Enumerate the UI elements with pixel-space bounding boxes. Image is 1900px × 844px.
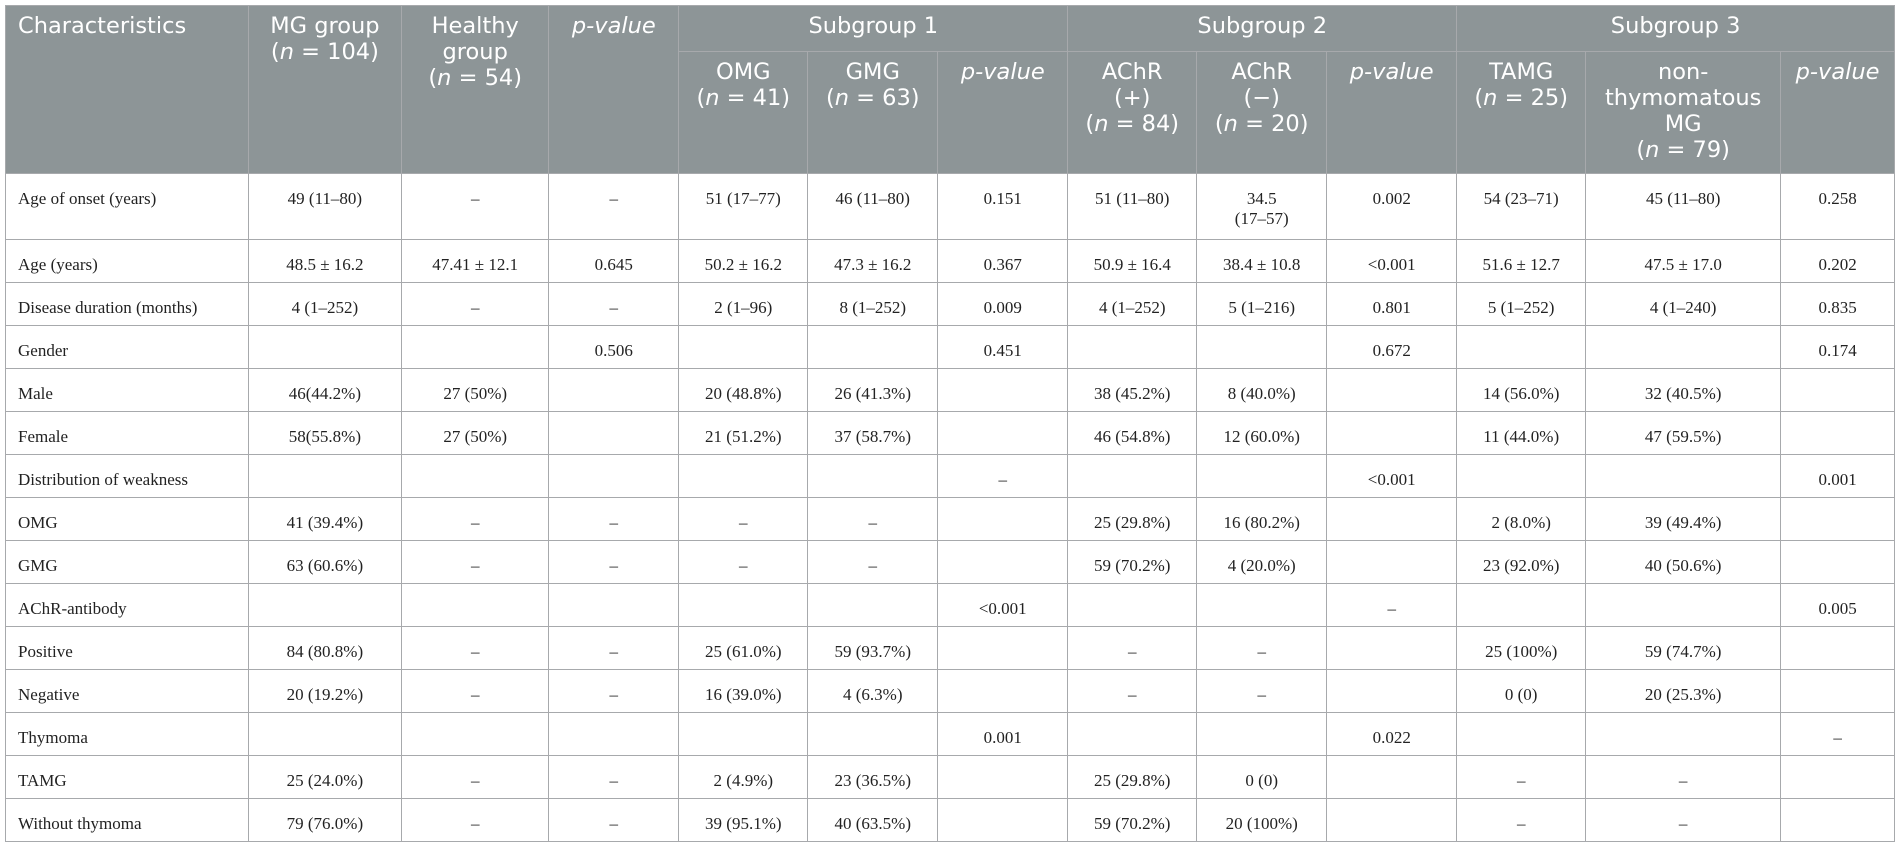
table-cell: 32 (40.5%) xyxy=(1586,369,1781,412)
table-cell xyxy=(1781,498,1895,541)
table-cell: – xyxy=(1068,670,1197,713)
table-cell xyxy=(1197,455,1327,498)
table-cell: 2 (1–96) xyxy=(679,283,808,326)
table-cell xyxy=(1586,584,1781,627)
table-cell: 0 (0) xyxy=(1457,670,1586,713)
table-cell: – xyxy=(549,670,679,713)
table-cell xyxy=(1781,541,1895,584)
table-cell xyxy=(1327,799,1457,842)
table-cell xyxy=(808,713,938,756)
row-label: Female xyxy=(6,412,249,455)
table-cell: 59 (74.7%) xyxy=(1586,627,1781,670)
table-cell: 84 (80.8%) xyxy=(248,627,401,670)
table-cell: 8 (1–252) xyxy=(808,283,938,326)
table-cell xyxy=(1068,455,1197,498)
table-cell: 0.009 xyxy=(938,283,1068,326)
table-cell: 4 (6.3%) xyxy=(808,670,938,713)
header-healthy-group: Healthy group (n = 54) xyxy=(402,6,549,174)
table-row xyxy=(6,541,1895,584)
table-cell xyxy=(549,455,679,498)
table-cell: 0.174 xyxy=(1781,326,1895,369)
table-row xyxy=(6,240,1895,283)
table-cell: 0.202 xyxy=(1781,240,1895,283)
row-label: Gender xyxy=(6,326,249,369)
table-cell xyxy=(1781,799,1895,842)
table-cell: 47 (59.5%) xyxy=(1586,412,1781,455)
table-cell: – xyxy=(1457,756,1586,799)
table-cell: – xyxy=(1781,713,1895,756)
table-cell: 59 (93.7%) xyxy=(808,627,938,670)
table-cell xyxy=(248,455,401,498)
table-cell: 8 (40.0%) xyxy=(1197,369,1327,412)
table-cell xyxy=(549,584,679,627)
table-cell: 20 (25.3%) xyxy=(1586,670,1781,713)
table-cell: 5 (1–252) xyxy=(1457,283,1586,326)
table-cell xyxy=(1068,713,1197,756)
table-cell: – xyxy=(1457,799,1586,842)
table-cell xyxy=(248,584,401,627)
table-cell: 21 (51.2%) xyxy=(679,412,808,455)
table-cell: 46 (11–80) xyxy=(808,174,938,240)
table-cell: 16 (80.2%) xyxy=(1197,498,1327,541)
table-cell: 46 (54.8%) xyxy=(1068,412,1197,455)
table-cell xyxy=(549,412,679,455)
table-cell xyxy=(248,326,401,369)
table-cell xyxy=(1197,713,1327,756)
table-cell: 14 (56.0%) xyxy=(1457,369,1586,412)
table-cell: 4 (1–252) xyxy=(248,283,401,326)
table-cell: – xyxy=(679,541,808,584)
table-cell: – xyxy=(402,174,549,240)
table-cell: – xyxy=(679,498,808,541)
table-row xyxy=(6,799,1895,842)
table-cell: – xyxy=(549,756,679,799)
table-cell: – xyxy=(402,756,549,799)
table-cell: 59 (70.2%) xyxy=(1068,541,1197,584)
table-row xyxy=(6,627,1895,670)
table-cell xyxy=(402,584,549,627)
table-cell: 4 (1–252) xyxy=(1068,283,1197,326)
table-cell: 0.506 xyxy=(549,326,679,369)
header-achr-negative: AChR (−) (n = 20) xyxy=(1197,52,1327,174)
row-label: Distribution of weakness xyxy=(6,455,249,498)
table-row xyxy=(6,498,1895,541)
table-row xyxy=(6,326,1895,369)
table-row xyxy=(6,174,1895,240)
table-cell: 4 (1–240) xyxy=(1586,283,1781,326)
table-cell: 25 (100%) xyxy=(1457,627,1586,670)
table-cell xyxy=(248,713,401,756)
table-cell: 4 (20.0%) xyxy=(1197,541,1327,584)
row-label: Positive xyxy=(6,627,249,670)
table-cell: 12 (60.0%) xyxy=(1197,412,1327,455)
table-row xyxy=(6,670,1895,713)
table-cell xyxy=(1327,412,1457,455)
table-header xyxy=(6,6,1895,174)
table-cell xyxy=(679,713,808,756)
header-achr-positive: AChR (+) (n = 84) xyxy=(1068,52,1197,174)
table-cell xyxy=(402,713,549,756)
table-cell: – xyxy=(808,541,938,584)
table-cell: 23 (36.5%) xyxy=(808,756,938,799)
table-row xyxy=(6,412,1895,455)
header-mg-group: MG group (n = 104) xyxy=(248,6,401,174)
row-label: GMG xyxy=(6,541,249,584)
table-cell xyxy=(808,584,938,627)
table-cell: 51 (17–77) xyxy=(679,174,808,240)
table-cell: 34.5 (17–57) xyxy=(1197,174,1327,240)
header-subgroup2-p-value: p-value xyxy=(1327,52,1457,174)
table-cell xyxy=(402,326,549,369)
header-subgroup3-p-value: p-value xyxy=(1781,52,1895,174)
table-cell xyxy=(938,756,1068,799)
table-cell: 27 (50%) xyxy=(402,369,549,412)
table-cell: – xyxy=(1586,756,1781,799)
table-cell: 50.9 ± 16.4 xyxy=(1068,240,1197,283)
table-cell: 25 (29.8%) xyxy=(1068,756,1197,799)
table-cell xyxy=(402,455,549,498)
table-cell xyxy=(1327,756,1457,799)
table-cell xyxy=(938,670,1068,713)
table-cell: 0.001 xyxy=(1781,455,1895,498)
header-characteristics: Characteristics xyxy=(6,6,249,174)
table-cell: 47.41 ± 12.1 xyxy=(402,240,549,283)
table-cell: 49 (11–80) xyxy=(248,174,401,240)
table-cell xyxy=(549,713,679,756)
table-row xyxy=(6,756,1895,799)
table-cell: 47.5 ± 17.0 xyxy=(1586,240,1781,283)
table-cell: 46(44.2%) xyxy=(248,369,401,412)
row-label: Negative xyxy=(6,670,249,713)
table-cell xyxy=(1457,584,1586,627)
table-cell: 38.4 ± 10.8 xyxy=(1197,240,1327,283)
table-cell xyxy=(549,369,679,412)
table-cell: 50.2 ± 16.2 xyxy=(679,240,808,283)
table-cell xyxy=(1457,326,1586,369)
table-cell: – xyxy=(402,283,549,326)
table-cell: 26 (41.3%) xyxy=(808,369,938,412)
table-cell: 0.002 xyxy=(1327,174,1457,240)
row-label: Without thymoma xyxy=(6,799,249,842)
table-cell: – xyxy=(1197,670,1327,713)
table-cell: 39 (95.1%) xyxy=(679,799,808,842)
table-cell: – xyxy=(549,498,679,541)
table-row xyxy=(6,283,1895,326)
table-cell xyxy=(1781,756,1895,799)
table-cell: 5 (1–216) xyxy=(1197,283,1327,326)
table-cell xyxy=(938,412,1068,455)
table-cell: 2 (4.9%) xyxy=(679,756,808,799)
table-row xyxy=(6,455,1895,498)
table-cell: 0.367 xyxy=(938,240,1068,283)
table-cell: – xyxy=(549,541,679,584)
table-cell: 0.001 xyxy=(938,713,1068,756)
table-cell: 0.645 xyxy=(549,240,679,283)
header-subgroup1: Subgroup 1 xyxy=(679,6,1068,52)
table-cell xyxy=(938,369,1068,412)
table-cell xyxy=(1781,412,1895,455)
table-cell: 0.451 xyxy=(938,326,1068,369)
table-cell: 45 (11–80) xyxy=(1586,174,1781,240)
table-cell xyxy=(1327,498,1457,541)
header-gmg: GMG (n = 63) xyxy=(808,52,938,174)
table-cell xyxy=(1327,369,1457,412)
row-label: Male xyxy=(6,369,249,412)
table-cell: 2 (8.0%) xyxy=(1457,498,1586,541)
row-label: Age of onset (years) xyxy=(6,174,249,240)
table-cell: – xyxy=(808,498,938,541)
table-cell: – xyxy=(402,799,549,842)
characteristics-table xyxy=(5,5,1895,842)
table-cell xyxy=(808,326,938,369)
table-cell xyxy=(1457,455,1586,498)
table-cell: 11 (44.0%) xyxy=(1457,412,1586,455)
header-p-value: p-value xyxy=(549,6,679,174)
table-cell: 48.5 ± 16.2 xyxy=(248,240,401,283)
table-cell: 27 (50%) xyxy=(402,412,549,455)
table-cell: 0.835 xyxy=(1781,283,1895,326)
table-cell: 40 (50.6%) xyxy=(1586,541,1781,584)
table-cell: 0.258 xyxy=(1781,174,1895,240)
row-label: Disease duration (months) xyxy=(6,283,249,326)
row-label: AChR-antibody xyxy=(6,584,249,627)
row-label: Age (years) xyxy=(6,240,249,283)
table-cell: 0.022 xyxy=(1327,713,1457,756)
table-cell xyxy=(1586,326,1781,369)
table-cell: 51 (11–80) xyxy=(1068,174,1197,240)
table-cell xyxy=(1197,326,1327,369)
table-cell: 63 (60.6%) xyxy=(248,541,401,584)
row-label: TAMG xyxy=(6,756,249,799)
table-cell: 47.3 ± 16.2 xyxy=(808,240,938,283)
table-body xyxy=(6,174,1895,842)
table-cell: 0.151 xyxy=(938,174,1068,240)
table-cell xyxy=(679,326,808,369)
header-subgroup3: Subgroup 3 xyxy=(1457,6,1895,52)
table-cell: 25 (61.0%) xyxy=(679,627,808,670)
table-cell: 51.6 ± 12.7 xyxy=(1457,240,1586,283)
table-cell: 54 (23–71) xyxy=(1457,174,1586,240)
table-cell xyxy=(679,584,808,627)
table-cell xyxy=(808,455,938,498)
table-cell xyxy=(1327,541,1457,584)
table-cell: – xyxy=(938,455,1068,498)
table-cell: – xyxy=(549,627,679,670)
table-cell: 39 (49.4%) xyxy=(1586,498,1781,541)
table-cell: 20 (48.8%) xyxy=(679,369,808,412)
table-cell: 0.005 xyxy=(1781,584,1895,627)
table-cell: 0.801 xyxy=(1327,283,1457,326)
table-cell xyxy=(1586,713,1781,756)
table-cell: 58(55.8%) xyxy=(248,412,401,455)
header-tamg: TAMG (n = 25) xyxy=(1457,52,1586,174)
header-subgroup2: Subgroup 2 xyxy=(1068,6,1457,52)
table-cell: 23 (92.0%) xyxy=(1457,541,1586,584)
table-cell xyxy=(1327,670,1457,713)
table-cell: – xyxy=(1327,584,1457,627)
header-subgroup1-p-value: p-value xyxy=(938,52,1068,174)
table-cell xyxy=(1068,326,1197,369)
table-cell: – xyxy=(1586,799,1781,842)
table-cell xyxy=(1586,455,1781,498)
table-row xyxy=(6,369,1895,412)
table-cell: <0.001 xyxy=(1327,455,1457,498)
table-cell: 41 (39.4%) xyxy=(248,498,401,541)
table-cell: 59 (70.2%) xyxy=(1068,799,1197,842)
table-cell xyxy=(938,498,1068,541)
table-cell: 0.672 xyxy=(1327,326,1457,369)
header-non-thymomatous-mg: non- thymomatous MG (n = 79) xyxy=(1586,52,1781,174)
row-label: OMG xyxy=(6,498,249,541)
table-row xyxy=(6,584,1895,627)
table-cell xyxy=(679,455,808,498)
table-row xyxy=(6,713,1895,756)
table-cell: 37 (58.7%) xyxy=(808,412,938,455)
table-cell: 38 (45.2%) xyxy=(1068,369,1197,412)
table-cell xyxy=(1457,713,1586,756)
table-cell: – xyxy=(402,541,549,584)
table-cell: 25 (24.0%) xyxy=(248,756,401,799)
table-cell: – xyxy=(549,174,679,240)
header-omg: OMG (n = 41) xyxy=(679,52,808,174)
table-cell xyxy=(1068,584,1197,627)
table-cell: – xyxy=(402,627,549,670)
table-cell: – xyxy=(549,283,679,326)
table-cell: 16 (39.0%) xyxy=(679,670,808,713)
table-cell xyxy=(1327,627,1457,670)
table-cell xyxy=(1781,627,1895,670)
table-cell: 0 (0) xyxy=(1197,756,1327,799)
table-cell: 25 (29.8%) xyxy=(1068,498,1197,541)
table-cell xyxy=(938,799,1068,842)
table-cell: <0.001 xyxy=(938,584,1068,627)
table-cell xyxy=(938,541,1068,584)
table-cell: – xyxy=(1068,627,1197,670)
table-cell: 20 (100%) xyxy=(1197,799,1327,842)
table-cell xyxy=(1197,584,1327,627)
table-cell: 20 (19.2%) xyxy=(248,670,401,713)
table-cell xyxy=(938,627,1068,670)
table-cell: 40 (63.5%) xyxy=(808,799,938,842)
table-cell: 79 (76.0%) xyxy=(248,799,401,842)
row-label: Thymoma xyxy=(6,713,249,756)
table-cell: – xyxy=(402,498,549,541)
table-cell: – xyxy=(549,799,679,842)
table-cell: – xyxy=(402,670,549,713)
table-cell xyxy=(1781,670,1895,713)
table-cell: – xyxy=(1197,627,1327,670)
table-cell: <0.001 xyxy=(1327,240,1457,283)
table-cell xyxy=(1781,369,1895,412)
